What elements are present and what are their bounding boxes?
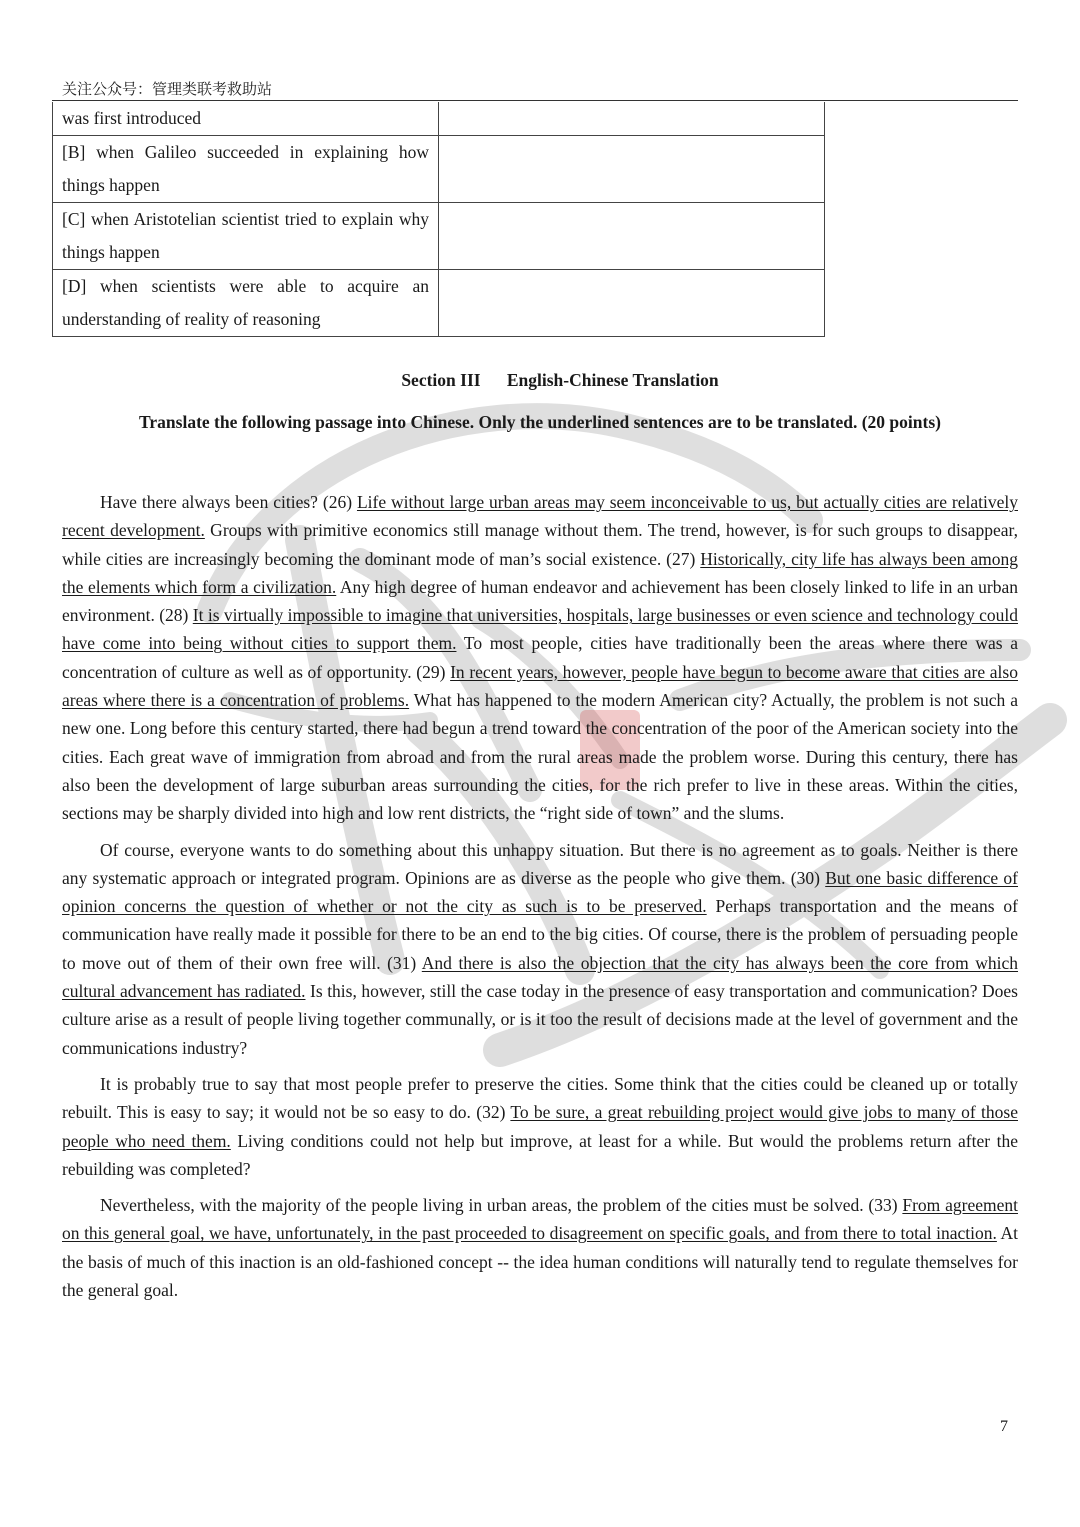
paragraph: [62, 1191, 1018, 1304]
passage: [62, 488, 1018, 1312]
text-run: Perhaps transportation and the means of communication have really made it possible for there to be an end to the big cities. Of course, there is the problem of persuading people to move out of them of their own free will. (31): [62, 896, 1018, 973]
text-run: Groups with primitive economics still manage without them. The trend, however, is for such groups to disappear, while cities are increasingly becoming the dominant mode of man’s social existence. (27): [62, 520, 1018, 569]
option-cell: [C] when Aristotelian scientist tried to explain why things happen: [53, 203, 439, 270]
text-run: Nevertheless, with the majority of the people living in urban areas, the problem of the cities must be solved. (33): [100, 1195, 903, 1216]
section-title: Section III English-Chinese Translation: [401, 370, 719, 390]
page-header: 关注公众号：管理类联考救助站: [62, 80, 273, 98]
table-row: [53, 203, 825, 270]
text-run: Any high degree of human endeavor and achievement has been closely linked to life in an urban environment. (28): [62, 576, 1018, 626]
answer-cell[interactable]: [439, 270, 825, 337]
text-run: To most people, cities have traditionally been the areas where there was a concentration of culture as well as of opportunity. (29): [62, 633, 1018, 682]
answer-cell[interactable]: [439, 136, 825, 203]
option-cell: [D] when scientists were able to acquire an understanding of reality of reasoning: [53, 270, 439, 337]
text-run: Of course, everyone wants to do something about this unhappy situation. But there is no agreement as to goals. Neither is there any systematic approach or integrated program. Opinions are as diverse as the people who give them. (30): [62, 839, 1018, 888]
header-divider: [52, 100, 1018, 101]
table-row: [53, 136, 825, 203]
text-run: At the basis of much of this inaction is an old-fashioned concept -- the idea human conditions will naturally tend to regulate themselves for the general goal.: [62, 1223, 1018, 1301]
table-row: [53, 102, 825, 136]
text-run: It is probably true to say that most people prefer to preserve the cities. Some think that the cities could be cleaned up or totally rebuilt. This is easy to say; it would not be so easy to do. (32): [62, 1073, 1018, 1123]
underlined-sentence: And there is also the objection that the city has always been the core from which cultural advancement has radiated.: [62, 952, 1019, 1002]
underlined-sentence: Historically, city life has always been among the elements which form a civilization.: [62, 548, 1018, 597]
answer-cell[interactable]: [439, 102, 825, 136]
underlined-sentence: From agreement on this general goal, we have, unfortunately, in the past proceeded to disagreement on specific goals, and from there to total inaction.: [62, 1195, 1018, 1244]
underlined-sentence: It is virtually impossible to imagine that universities, hospitals, large businesses or even science and technology could have come into being without cities to support them.: [62, 605, 1018, 654]
underlined-sentence: But one basic difference of opinion concerns the question of whether or not the city as such is to be preserved.: [62, 867, 1019, 917]
paragraph: [62, 836, 1018, 1062]
option-cell: was first introduced: [53, 102, 439, 136]
paragraph: [62, 488, 1018, 828]
underlined-sentence: Life without large urban areas may seem inconceivable to us, but actually cities are relatively recent development.: [62, 492, 1018, 541]
underlined-sentence: In recent years, however, people have begun to become aware that cities are also areas where there is a concentration of problems.: [62, 661, 1018, 711]
underlined-sentence: To be sure, a great rebuilding project would give jobs to many of those people who need them.: [62, 1102, 1018, 1151]
text-run: What has happened to the modern American city? Actually, the problem is not such a new one. Long before this century started, there had begun a trend toward the concentration of the poor of the American society into the cities. Each great wave of immigration from abroad and from the rural areas made the problem worse. During this century, there has also been the development of large suburban areas surrounding the cities, for the rich prefer to live in these areas. Within the cities, sections may be sharply divided into high and low rent districts, the “right side of town” and the slums.: [62, 690, 1018, 824]
section-instruction: Translate the following passage into Chinese. Only the underlined sentences are to be translated. (20 points): [139, 412, 941, 432]
option-cell: [B] when Galileo succeeded in explaining how things happen: [53, 136, 439, 203]
paragraph: [62, 1070, 1018, 1183]
text-run: Have there always been cities? (26): [100, 492, 357, 512]
text-run: Is this, however, still the case today in the presence of easy transportation and communication? Does culture arise as a result of people living together communally, or is it too the result of decisions made at the level of government and the communications industry?: [62, 981, 1018, 1058]
text-run: Living conditions could not help but improve, at least for a while. But would the problems return after the rebuilding was completed?: [62, 1130, 1018, 1179]
answer-cell[interactable]: [439, 203, 825, 270]
page-number: 7: [1000, 1418, 1008, 1435]
table-row: [53, 270, 825, 337]
options-table: [52, 102, 825, 337]
